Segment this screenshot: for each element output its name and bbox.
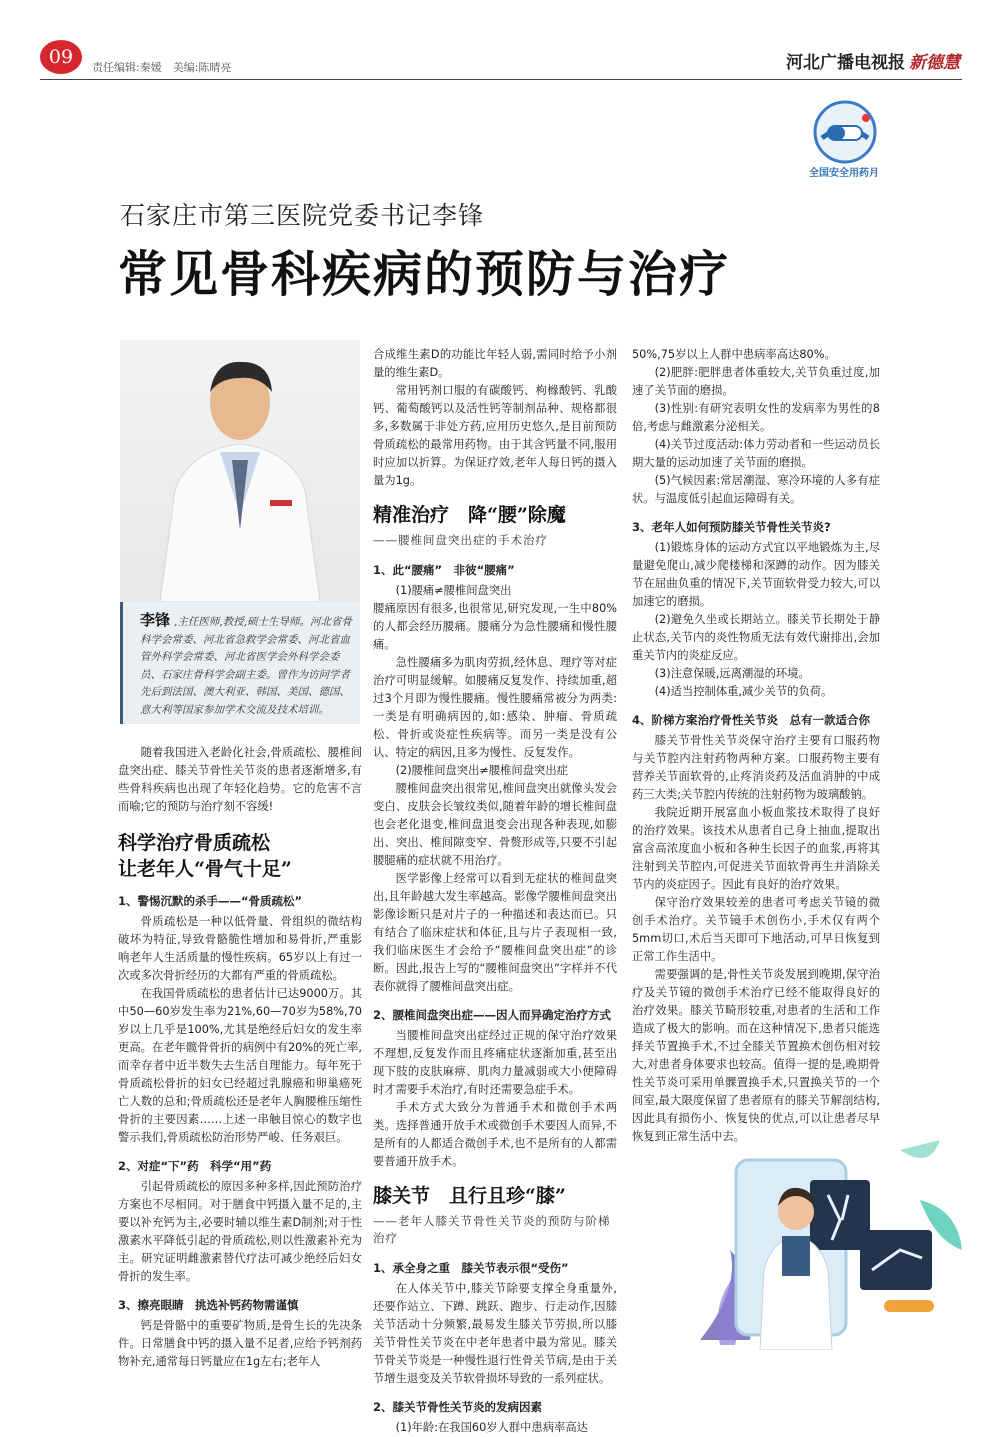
- paragraph: (5)气候因素:常居潮湿、寒冷环境的人多有症状。与温度低引起血运障碍有关。: [632, 474, 880, 505]
- paragraph: (4)适当控制体重,减少关节的负荷。: [654, 685, 833, 698]
- article-subtitle: 石家庄市第三医院党委书记李锋: [120, 201, 485, 230]
- subheading: 1、承全身之重 膝关节表示很“受伤”: [373, 1261, 569, 1275]
- subheading: 2、膝关节骨性关节炎的发病因素: [373, 1400, 542, 1414]
- paragraph: 医学影像上经常可以看到无症状的椎间盘突出,且年龄越大发生率越高。影像学腰椎间盘突出影像诊断只是对片子的一种描述和表达而已。只有结合了临床症状和体征,且与片子表现相一致,我们临床医生才会给予“腰椎间盘突出症”的诊断。因此,报告上写的“腰椎间盘突出”字样并不代表你就得了腰椎间盘突出症。: [373, 872, 617, 993]
- masthead-title: 河北广播电视报: [786, 53, 905, 73]
- page-number: 09: [40, 40, 82, 74]
- paragraph: (2)肥胖:肥胖患者体重较大,关节负重过度,加速了关节面的磨损。: [632, 366, 880, 397]
- paragraph: 当腰椎间盘突出症经过正规的保守治疗效果不理想,反复发作而且疼痛症状逐渐加重,甚至出现下肢的皮肤麻痹、肌肉力量减弱或大小便障碍时才需要手术治疗,有时还需要急症手术。: [373, 1029, 617, 1096]
- paragraph: 骨质疏松是一种以低骨量、骨组织的微结构破坏为特征,导致骨骼脆性增加和易骨折,严重影响老年人生活质量的慢性疾病。65岁以上有过一次或多次骨折经历的大都有严重的骨质疏松。: [118, 915, 362, 982]
- section-heading-knee: 膝关节 且行且珍“膝”: [373, 1185, 566, 1207]
- paragraph: 手术方式大致分为普通手术和微创手术两类。选择普通开放手术或微创手术要因人而异,不是所有的人都适合微创手术,也不是所有的人都需要普通开放手术。: [373, 1101, 617, 1168]
- article-title: 常见骨科疾病的预防与治疗: [118, 245, 731, 303]
- subheading: 2、腰椎间盘突出症——因人而异确定治疗方式: [373, 1008, 611, 1022]
- paragraph: (1)锻炼身体的运动方式宜以平地锻炼为主,尽量避免爬山,减少爬楼梯和深蹲的动作。因为膝关节在屈曲负重的情况下,关节面软骨受力较大,可以加速它的磨损。: [632, 541, 880, 608]
- section-subheading-knee: ——老年人膝关节骨性关节炎的预防与阶梯治疗: [373, 1214, 611, 1245]
- section-heading-lumbar: 精准治疗 降“腰”除魔: [373, 504, 566, 526]
- paragraph: (3)性别:有研究表明女性的发病率为男性的8倍,考虑与雌激素分泌相关。: [632, 402, 880, 433]
- paragraph: 需要强调的是,骨性关节炎发展到晚期,保守治疗及关节镜的微创手术治疗已经不能取得良好的治疗效果。膝关节畸形较重,对患者的生活和工作造成了极大的影响。而在这种情况下,患者只能选择关节置换手术,不过全膝关节置换术创伤相对较大,对患者身体要求也较高。值得一提的是,晚期骨性关节炎可采用单髁置换手术,只置换关节的一个间室,最大限度保留了患者原有的膝关节解剖结构,因此具有损伤小、恢复快的优点,可以让患者尽早恢复到正常生活中去。: [632, 968, 880, 1143]
- subheading: 1、此“腰痛” 非彼“腰痛”: [373, 563, 515, 577]
- portrait-illustration: [120, 340, 360, 602]
- paragraph: 50%,75岁以上人群中患病率高达80%。: [632, 348, 836, 361]
- paragraph: 合成维生素D的功能比年轻人弱,需同时给予小剂量的维生素D。: [373, 348, 617, 379]
- section-subheading-lumbar: ——腰椎间盘突出症的手术治疗: [373, 533, 548, 547]
- paragraph: 引起骨质疏松的原因多种多样,因此预防治疗方案也不尽相同。对于膳食中钙摄入量不足的,主要以补充钙为主,必要时辅以维生素D制剂;对于性激素水平降低引起的骨质疏松,则以性激素补充为主。研究证明雌激素替代疗法可减少绝经后妇女骨折的发生率。: [118, 1180, 362, 1283]
- masthead-brand: 新德慧: [909, 53, 960, 73]
- paragraph: 钙是骨骼中的重要矿物质,是骨生长的先决条件。日常膳食中钙的摄入量不足者,应给予钙剂药物补充,通常每日钙量应在1g左右;老年人: [118, 1319, 362, 1368]
- doctor-xray-illustration: [700, 1140, 964, 1350]
- doctor-portrait: [120, 340, 360, 602]
- paragraph: 在我国骨质疏松的患者估计已达9000万。其中50—60岁发生率为21%,60—70岁为58%,70岁以上几乎是100%,尤其是绝经后妇女的发生率更高。在老年髋骨骨折的病例中有20%的死亡率,而幸存者中近半数失去生活自理能力。每年死于骨质疏松骨折的妇女已经超过乳腺癌和卵巢癌死亡人数的总和;骨质疏松还是老年人胸腰椎压缩性骨折的主要因素……上述一串触目惊心的数字也警示我们,骨质疏松防治形势严峻、任务艰巨。: [118, 987, 362, 1144]
- subheading: 2、对症“下”药 科学“用”药: [118, 1159, 272, 1173]
- paragraph: (4)关节过度活动:体力劳动者和一些运动员长期大量的运动加速了关节面的磨损。: [632, 438, 880, 469]
- paragraph: 急性腰痛多为肌肉劳损,经休息、理疗等对症治疗可明显缓解。如腰痛反复发作、持续加重,超过3个月即为慢性腰痛。慢性腰痛常被分为两类:一类是有明确病因的,如:感染、肿瘤、骨质疏松、骨折或炎症性疾病等。而另一类是没有公认、特定的病因,且多为慢性、反复发作。: [373, 656, 617, 759]
- bio-name: 李锋: [140, 611, 171, 629]
- paragraph: 常用钙剂口服的有碳酸钙、枸橼酸钙、乳酸钙、葡萄酸钙以及活性钙等制剂品种、规格都很多,多数属于非处方药,应用历史悠久,是目前预防骨质疏松的最常用药物。由于其含钙量不同,服用时应加以折算。为保证疗效,老年人每日钙的摄入量为1g。: [373, 384, 617, 487]
- paragraph: 腰痛原因有很多,也很常见,研究发现,一生中80%的人都会经历腰痛。腰痛分为急性腰痛和慢性腰痛。: [373, 602, 617, 651]
- paragraph: (1)腰痛≠腰椎间盘突出: [395, 584, 512, 597]
- paragraph: 腰椎间盘突出很常见,椎间盘突出就像头发会变白、皮肤会长皱纹类似,随着年龄的增长椎间盘也会老化退变,椎间盘退变会出现各种表现,如膨出、突出、椎间隙变窄、骨赘形成等,只要不引起腰腿痛的症状就不用治疗。: [373, 782, 617, 867]
- subheading: 3、擦亮眼睛 挑选补钙药物需谨慎: [118, 1298, 299, 1312]
- paragraph: (2)腰椎间盘突出≠腰椎间盘突出症: [395, 764, 568, 777]
- paragraph: 在人体关节中,膝关节除要支撑全身重量外,还要作站立、下蹲、跳跃、跑步、行走动作,因膝关节活动十分频繁,最易发生膝关节劳损,所以膝关节骨性关节炎在中老年患者中最为常见。膝关节骨关节炎是一种慢性退行性骨关节病,是由于关节增生退变及关节软骨损坏导致的一系列症状。: [373, 1282, 617, 1385]
- masthead: [786, 48, 960, 73]
- intro-paragraph: 随着我国进入老龄化社会,骨质疏松、腰椎间盘突出症、膝关节骨性关节炎的患者逐渐增多,有些骨科疾病也出现了年轻化趋势。它的危害不言而喻;它的预防与治疗刻不容缓!: [118, 746, 362, 813]
- editor-credits: 责任编辑:秦媛 美编:陈晴亮: [92, 61, 232, 74]
- header-rule: [40, 79, 962, 80]
- paragraph: (1)年龄:在我国60岁人群中患病率高达: [395, 1421, 588, 1434]
- paragraph: 我院近期开展富血小板血浆技术取得了良好的治疗效果。该技术从患者自己身上抽血,提取出富含高浓度血小板和各种生长因子的血浆,再将其注射到关节腔内,可促进关节面软骨再生并消除关节内的炎症因子。因此有良好的治疗效果。: [632, 806, 880, 891]
- bio-accent-bar: [120, 602, 123, 724]
- paragraph: 保守治疗效果较差的患者可考虑关节镜的微创手术治疗。关节镜手术创伤小,手术仅有两个5mm切口,术后当天即可下地活动,可早日恢复到正常工作生活中。: [632, 896, 880, 963]
- subheading: 1、警惕沉默的杀手——“骨质疏松”: [118, 894, 303, 908]
- subheading: 4、阶梯方案治疗骨性关节炎 总有一款适合你: [632, 713, 870, 727]
- column-1: [118, 744, 362, 1371]
- subheading: 3、老年人如何预防膝关节骨性关节炎?: [632, 520, 831, 534]
- column-2: [373, 346, 617, 1437]
- bio-description: ,主任医师,教授,硕士生导师。河北省骨科学会常委、河北省急救学会常委、河北省血管外科学会常委、河北省医学会外科学会委员、石家庄骨科学会副主委。曾作为访问学者先后到法国、澳大利亚、韩国、美国、德国、意大利等国家参加学术交流及技术培训。: [140, 616, 353, 716]
- section-heading-osteoporosis: 科学治疗骨质疏松: [118, 832, 271, 854]
- paragraph: 膝关节骨性关节炎保守治疗主要有口服药物与关节腔内注射药物两种方案。口服药物主要有营养关节面软骨的,止疼消炎药及活血消肿的中成药三大类;关节腔内传统的注射药物为玻璃酸钠。: [632, 734, 880, 801]
- badge-label: 全国安全用药月: [809, 168, 879, 179]
- section-heading-osteoporosis-2: 让老年人“骨气十足”: [118, 858, 292, 880]
- bio-text: [140, 612, 354, 719]
- paragraph: (2)避免久坐或长期站立。膝关节长期处于静止状态,关节内的炎性物质无法有效代谢排出,会加重关节内的炎症反应。: [632, 613, 880, 662]
- column-3: [632, 346, 880, 1146]
- paragraph: (3)注意保暖,远离潮湿的环境。: [654, 667, 810, 680]
